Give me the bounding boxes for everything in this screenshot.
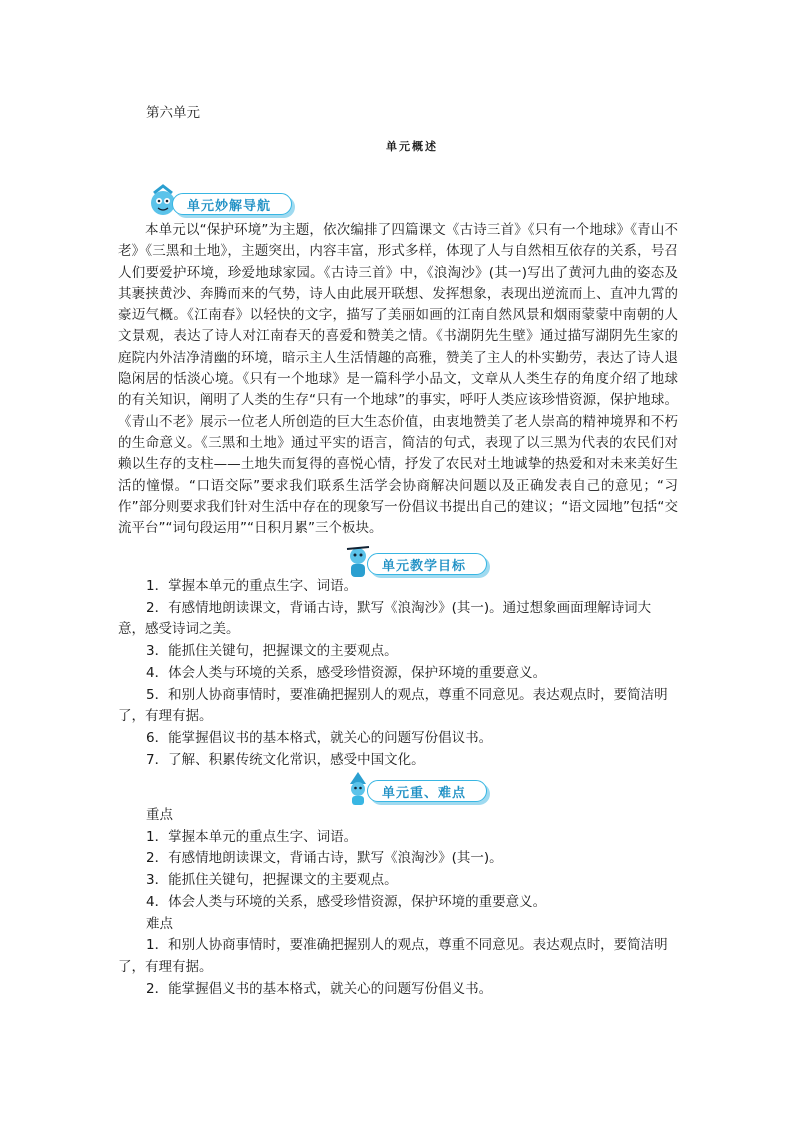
list-item: 6．能掌握倡议书的基本格式，就关心的问题写份倡议书。: [146, 729, 493, 746]
key-points-heading: 重点: [146, 807, 173, 823]
list-item: 7．了解、积累传统文化常识，感受中国文化。: [146, 751, 425, 768]
list-item: 4．体会人类与环境的关系，感受珍惜资源，保护环境的重要意义。: [146, 664, 547, 681]
list-item: 5．和别人协商事情时，要准确把握别人的观点，尊重不同意见。表达观点时，要简洁明了，有理有据。: [118, 686, 668, 725]
difficult-points-heading: 难点: [146, 915, 173, 932]
banner-label: 单元重、难点: [382, 786, 467, 801]
list-item: 2．有感情地朗读课文，背诵古诗，默写《浪淘沙》(其一)。: [146, 850, 503, 867]
list-item: 4．体会人类与环境的关系，感受珍惜资源，保护环境的重要意义。: [146, 893, 547, 910]
banner-label: 单元教学目标: [382, 559, 467, 574]
overview-title: 单元概述: [386, 140, 438, 153]
banner-pill: [367, 780, 487, 802]
overview-paragraph: [118, 220, 678, 539]
list-item: 3．能抓住关键句，把握课文的主要观点。: [146, 872, 398, 889]
list-item: 1．和别人协商事情时，要准确把握别人的观点，尊重不同意见。表达观点时，要简洁明了，有理有据。: [118, 937, 668, 975]
section-banner-key-points: [341, 770, 501, 806]
section-banner-objectives: [341, 543, 501, 579]
banner-label: 单元妙解导航: [187, 199, 272, 214]
overview-text: 本单元以“保护环境”为主题，依次编排了四篇课文《古诗三首》《只有一个地球》《青山不老》《三黑和土地》，主题突出，内容丰富，形式多样，体现了人与自然相互依存的关系，号召人们要爱护环境，珍爱地球家园。《古诗三首》中，《浪淘沙》(其一)写出了黄河九曲的姿态及其裹挟黄沙、奔腾而来的气势，诗人由此展开联想、发挥想象，表现出逆流而上、直冲九霄的豪迈气概。《江南春》以轻快的文字，描写了美丽如画的江南自然风景和烟雨蒙蒙中南朝的人文景观，表达了诗人对江南春天的喜爱和赞美之情。《书湖阴先生壁》通过描写湖阴先生家的庭院内外洁净清幽的环境，暗示主人生活情趣的高雅，赞美了主人的朴实勤劳，表达了诗人退隐闲居的恬淡心境。《只有一个地球》是一篇科学小品文，文章从人类生存的角度介绍了地球的有关知识，阐明了人类的生存“只有一个地球”的事实，呼吁人类应该珍惜资源，保护地球。《青山不老》展示一位老人所创造的巨大生态价值，由衷地赞美了老人崇高的精神境界和不朽的生命意义。《三黑和土地》通过平实的语言，简洁的句式，表现了以三黑为代表的农民们对赖以生存的支柱——土地失而复得的喜悦心情，抒发了农民对土地诚挚的热爱和对未来美好生活的憧憬。“口语交际”要求我们联系生活学会协商解决问题以及正确发表自己的意见；“习作”部分则要求我们针对生活中存在的现象写一份倡议书提出自己的建议；“语文园地”包括“交流平台”“词句段运用”“日积月累”三个板块。: [118, 222, 678, 537]
list-item: 1．掌握本单元的重点生字、词语。: [146, 828, 358, 845]
key-difficult-list: [118, 805, 678, 1000]
list-item: 2．能掌握倡义书的基本格式，就关心的问题写份倡义书。: [146, 980, 493, 997]
unit-title: 第六单元: [146, 105, 200, 121]
section-banner-navigation: [146, 183, 306, 219]
list-item: 1．掌握本单元的重点生字、词语。: [146, 578, 358, 594]
objectives-list: [118, 576, 678, 771]
banner-pill: [172, 193, 292, 215]
banner-pill: [367, 553, 487, 575]
list-item: 2．有感情地朗读课文，背诵古诗，默写《浪淘沙》(其一)。通过想象画面理解诗词大意，感受诗词之美。: [118, 599, 652, 638]
list-item: 3．能抓住关键句，把握课文的主要观点。: [146, 643, 398, 660]
